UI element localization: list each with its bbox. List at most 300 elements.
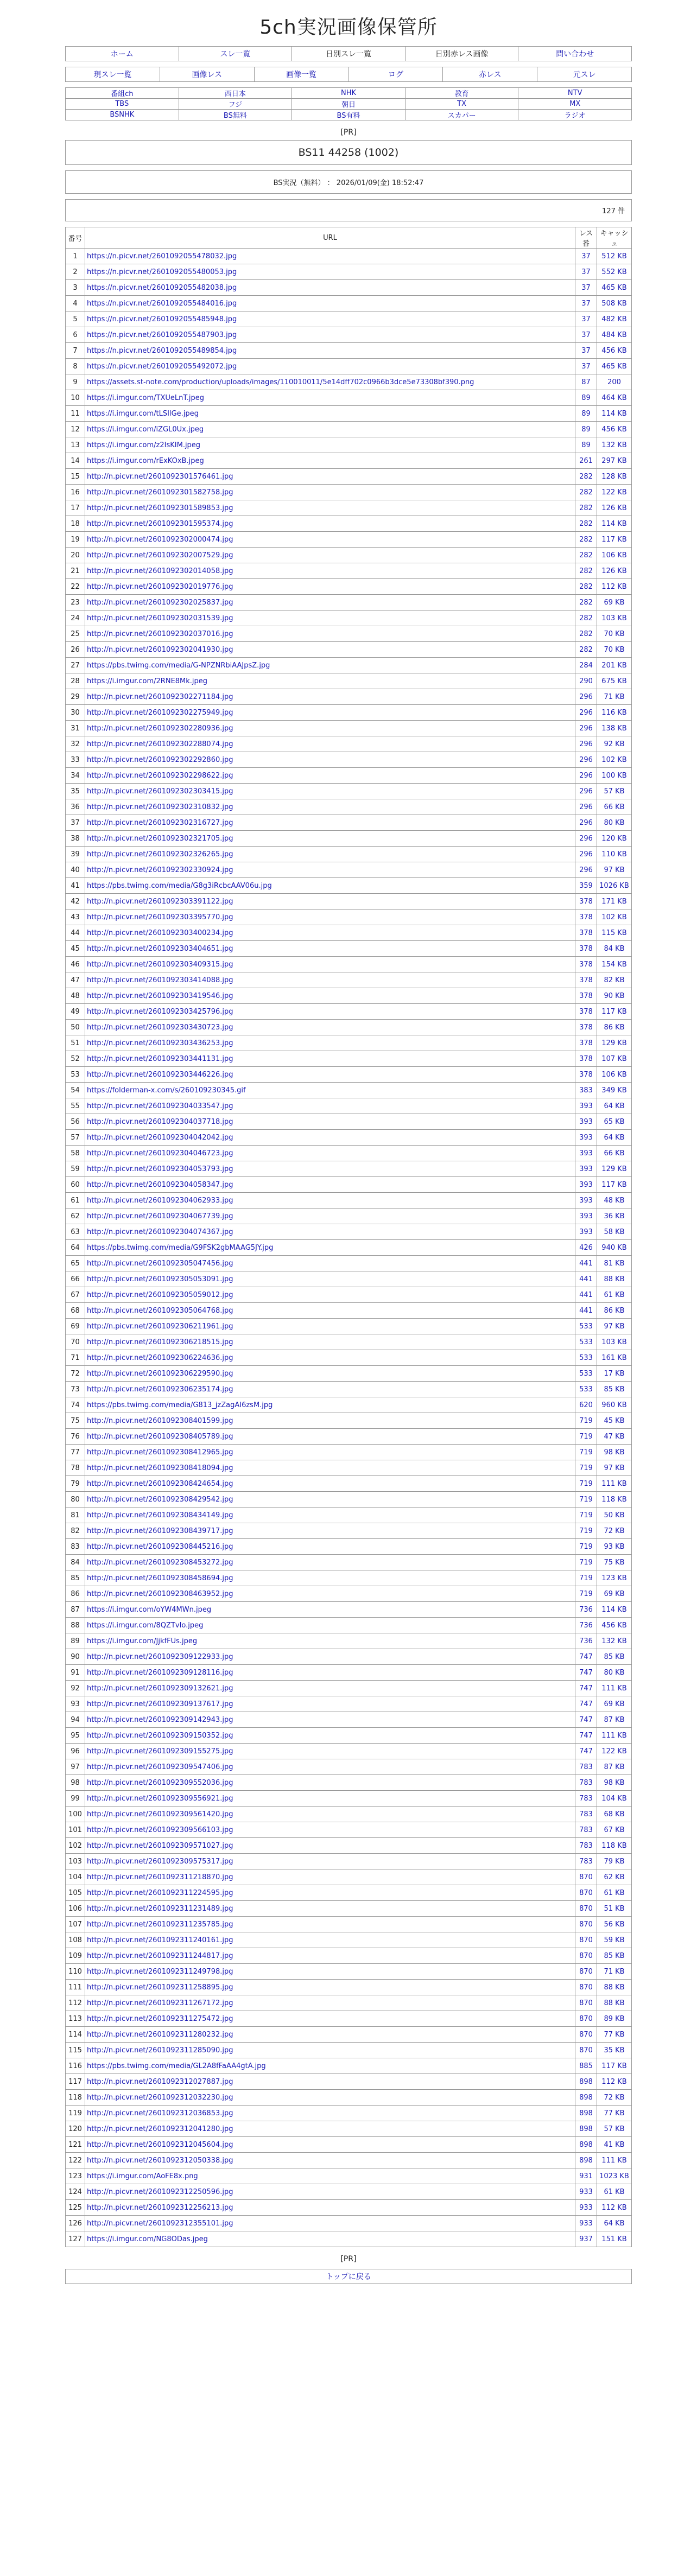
- image-url-link[interactable]: http://n.picvr.net/2601092311275472.jpg: [87, 2014, 233, 2023]
- image-url-link[interactable]: http://n.picvr.net/2601092309122933.jpg: [87, 1652, 233, 1661]
- channel-item[interactable]: [66, 110, 179, 120]
- res-number-link[interactable]: 870: [579, 1888, 593, 1897]
- cache-size-link[interactable]: 65 KB: [604, 1117, 625, 1126]
- cache-size[interactable]: [597, 768, 632, 784]
- cache-size[interactable]: [597, 1822, 632, 1838]
- cache-size[interactable]: [597, 1004, 632, 1020]
- image-url[interactable]: [85, 1051, 575, 1067]
- image-url-link[interactable]: http://n.picvr.net/2601092309552036.jpg: [87, 1778, 233, 1787]
- cache-size[interactable]: [597, 689, 632, 705]
- res-number-link[interactable]: 282: [579, 645, 593, 654]
- image-url-link[interactable]: http://n.picvr.net/2601092302288074.jpg: [87, 740, 233, 748]
- cache-size[interactable]: [597, 390, 632, 406]
- channel-item[interactable]: [292, 110, 405, 120]
- res-number-link[interactable]: 719: [579, 1511, 593, 1519]
- cache-size-link[interactable]: 116 KB: [601, 708, 627, 717]
- image-url[interactable]: [85, 1319, 575, 1334]
- res-number-link[interactable]: 441: [579, 1275, 593, 1283]
- image-url[interactable]: [85, 532, 575, 548]
- cache-size-link[interactable]: 88 KB: [604, 1275, 625, 1283]
- res-number-link[interactable]: 87: [581, 378, 591, 386]
- res-number[interactable]: [575, 327, 597, 343]
- cache-size-link[interactable]: 151 KB: [601, 2235, 627, 2243]
- res-number-link[interactable]: 296: [579, 708, 593, 717]
- res-number-link[interactable]: 37: [581, 346, 591, 355]
- image-url[interactable]: [85, 1570, 575, 1586]
- image-url[interactable]: [85, 847, 575, 862]
- res-number-link[interactable]: 783: [579, 1826, 593, 1834]
- res-number[interactable]: [575, 673, 597, 689]
- res-number-link[interactable]: 359: [579, 881, 593, 890]
- cache-size-link[interactable]: 57 KB: [604, 787, 625, 796]
- res-number-link[interactable]: 783: [579, 1810, 593, 1818]
- res-number[interactable]: [575, 311, 597, 327]
- res-number[interactable]: [575, 784, 597, 799]
- image-url-link[interactable]: http://n.picvr.net/2601092308429542.jpg: [87, 1495, 233, 1504]
- res-number-link[interactable]: 282: [579, 488, 593, 497]
- image-url-link[interactable]: http://n.picvr.net/2601092304062933.jpg: [87, 1196, 233, 1205]
- res-number[interactable]: [575, 847, 597, 862]
- res-number-link[interactable]: 719: [579, 1416, 593, 1425]
- res-number[interactable]: [575, 925, 597, 941]
- res-number[interactable]: [575, 1775, 597, 1791]
- cache-size-link[interactable]: 132 KB: [601, 1637, 627, 1645]
- res-number-link[interactable]: 747: [579, 1684, 593, 1693]
- cache-size-link[interactable]: 117 KB: [601, 1007, 627, 1016]
- cache-size[interactable]: [597, 1240, 632, 1256]
- res-number-link[interactable]: 261: [579, 456, 593, 465]
- cache-size[interactable]: [597, 1869, 632, 1885]
- image-url-link[interactable]: https://i.imgur.com/AoFE8x.png: [87, 2172, 198, 2180]
- res-number[interactable]: [575, 705, 597, 721]
- cache-size[interactable]: [597, 2137, 632, 2153]
- res-number-link[interactable]: 296: [579, 818, 593, 827]
- image-url-link[interactable]: http://n.picvr.net/2601092304074367.jpg: [87, 1227, 233, 1236]
- res-number[interactable]: [575, 2043, 597, 2058]
- cache-size[interactable]: [597, 878, 632, 894]
- channel-item[interactable]: [292, 88, 405, 99]
- cache-size[interactable]: [597, 1649, 632, 1665]
- res-number-link[interactable]: 736: [579, 1637, 593, 1645]
- cache-size-link[interactable]: 115 KB: [601, 928, 627, 937]
- image-url[interactable]: [85, 1397, 575, 1413]
- res-number[interactable]: [575, 453, 597, 469]
- res-number-link[interactable]: 719: [579, 1574, 593, 1582]
- res-number-link[interactable]: 719: [579, 1558, 593, 1567]
- image-url[interactable]: [85, 815, 575, 831]
- image-url[interactable]: [85, 2027, 575, 2043]
- image-url-link[interactable]: http://n.picvr.net/2601092303419546.jpg: [87, 991, 233, 1000]
- image-url[interactable]: [85, 1240, 575, 1256]
- image-url-link[interactable]: https://i.imgur.com/iZGL0Ux.jpeg: [87, 425, 204, 434]
- cache-size[interactable]: [597, 752, 632, 768]
- image-url-link[interactable]: http://n.picvr.net/2601092308458694.jpg: [87, 1574, 233, 1582]
- image-url-link[interactable]: http://n.picvr.net/2601092311285090.jpg: [87, 2046, 233, 2055]
- res-number-link[interactable]: 37: [581, 268, 591, 276]
- cache-size[interactable]: [597, 957, 632, 972]
- res-number[interactable]: [575, 2153, 597, 2168]
- res-number[interactable]: [575, 2074, 597, 2090]
- cache-size-link[interactable]: 88 KB: [604, 1999, 625, 2007]
- image-url[interactable]: [85, 2153, 575, 2168]
- res-number[interactable]: [575, 1334, 597, 1350]
- image-url[interactable]: [85, 1948, 575, 1964]
- image-url-link[interactable]: http://n.picvr.net/2601092309142943.jpg: [87, 1715, 233, 1724]
- image-url[interactable]: [85, 1744, 575, 1759]
- res-number[interactable]: [575, 1492, 597, 1508]
- image-url-link[interactable]: http://n.picvr.net/2601092304067739.jpg: [87, 1212, 233, 1220]
- image-url[interactable]: [85, 1130, 575, 1146]
- image-url[interactable]: [85, 469, 575, 485]
- res-number-link[interactable]: 378: [579, 1007, 593, 1016]
- res-number-link[interactable]: 284: [579, 661, 593, 670]
- cache-size-link[interactable]: 64 KB: [604, 1133, 625, 1142]
- image-url-link[interactable]: http://n.picvr.net/2601092302014058.jpg: [87, 567, 233, 575]
- cache-size[interactable]: [597, 1350, 632, 1366]
- cache-size[interactable]: [597, 406, 632, 422]
- cache-size-link[interactable]: 79 KB: [604, 1857, 625, 1866]
- cache-size[interactable]: [597, 296, 632, 311]
- channel-link[interactable]: 番組ch: [111, 90, 134, 98]
- cache-size-link[interactable]: 70 KB: [604, 645, 625, 654]
- res-number-link[interactable]: 747: [579, 1668, 593, 1677]
- image-url-link[interactable]: http://n.picvr.net/2601092302041930.jpg: [87, 645, 233, 654]
- channel-link[interactable]: BS有料: [337, 112, 360, 120]
- res-number[interactable]: [575, 516, 597, 532]
- cache-size-link[interactable]: 45 KB: [604, 1416, 625, 1425]
- image-url-link[interactable]: http://n.picvr.net/2601092309575317.jpg: [87, 1857, 233, 1866]
- res-number-link[interactable]: 441: [579, 1290, 593, 1299]
- res-number[interactable]: [575, 878, 597, 894]
- image-url[interactable]: [85, 626, 575, 642]
- image-url-link[interactable]: https://i.imgur.com/TXUeLnT.jpeg: [87, 393, 205, 402]
- image-url-link[interactable]: http://n.picvr.net/2601092308445216.jpg: [87, 1542, 233, 1551]
- image-url-link[interactable]: http://n.picvr.net/2601092302303415.jpg: [87, 787, 233, 796]
- cache-size-link[interactable]: 201 KB: [601, 661, 627, 670]
- res-number-link[interactable]: 898: [579, 2077, 593, 2086]
- cache-size-link[interactable]: 122 KB: [601, 488, 627, 497]
- cache-size[interactable]: [597, 532, 632, 548]
- res-number-link[interactable]: 296: [579, 866, 593, 874]
- cache-size-link[interactable]: 36 KB: [604, 1212, 625, 1220]
- cache-size-link[interactable]: 107 KB: [601, 1054, 627, 1063]
- res-number[interactable]: [575, 1161, 597, 1177]
- nav-link[interactable]: スレ一覧: [220, 50, 251, 59]
- cache-size-link[interactable]: 90 KB: [604, 991, 625, 1000]
- image-url-link[interactable]: http://n.picvr.net/2601092303404651.jpg: [87, 944, 233, 953]
- res-number[interactable]: [575, 1570, 597, 1586]
- cache-size[interactable]: [597, 563, 632, 579]
- res-number[interactable]: [575, 768, 597, 784]
- image-url[interactable]: [85, 1995, 575, 2011]
- cache-size[interactable]: [597, 1555, 632, 1570]
- cache-size[interactable]: [597, 485, 632, 500]
- image-url[interactable]: [85, 1067, 575, 1083]
- image-url[interactable]: [85, 1555, 575, 1570]
- res-number-link[interactable]: 937: [579, 2235, 593, 2243]
- res-number-link[interactable]: 296: [579, 787, 593, 796]
- res-number[interactable]: [575, 1350, 597, 1366]
- res-number[interactable]: [575, 343, 597, 359]
- res-number-link[interactable]: 870: [579, 1873, 593, 1881]
- cache-size-link[interactable]: 126 KB: [601, 504, 627, 512]
- res-number-link[interactable]: 747: [579, 1715, 593, 1724]
- cache-size-link[interactable]: 85 KB: [604, 1951, 625, 1960]
- image-url-link[interactable]: http://n.picvr.net/2601092309155275.jpg: [87, 1747, 233, 1756]
- res-number[interactable]: [575, 689, 597, 705]
- cache-size-link[interactable]: 89 KB: [604, 2014, 625, 2023]
- res-number[interactable]: [575, 1838, 597, 1854]
- res-number[interactable]: [575, 532, 597, 548]
- cache-size-link[interactable]: 50 KB: [604, 1511, 625, 1519]
- image-url-link[interactable]: http://n.picvr.net/2601092301589853.jpg: [87, 504, 233, 512]
- res-number[interactable]: [575, 1759, 597, 1775]
- res-number-link[interactable]: 37: [581, 252, 591, 260]
- image-url[interactable]: [85, 752, 575, 768]
- cache-size-link[interactable]: 114 KB: [601, 519, 627, 528]
- res-number[interactable]: [575, 1413, 597, 1429]
- channel-item[interactable]: [405, 110, 518, 120]
- res-number[interactable]: [575, 1366, 597, 1382]
- res-number[interactable]: [575, 548, 597, 563]
- channel-link[interactable]: MX: [569, 100, 581, 108]
- image-url[interactable]: [85, 784, 575, 799]
- res-number-link[interactable]: 933: [579, 2203, 593, 2212]
- res-number-link[interactable]: 296: [579, 803, 593, 811]
- cache-size-link[interactable]: 97 KB: [604, 1322, 625, 1331]
- res-number-link[interactable]: 393: [579, 1133, 593, 1142]
- res-number[interactable]: [575, 1523, 597, 1539]
- res-number[interactable]: [575, 2216, 597, 2231]
- res-number-link[interactable]: 870: [579, 2014, 593, 2023]
- res-number-link[interactable]: 393: [579, 1165, 593, 1173]
- res-number[interactable]: [575, 1083, 597, 1098]
- cache-size-link[interactable]: 111 KB: [601, 1731, 627, 1740]
- image-url-link[interactable]: https://i.imgur.com/2RNE8Mk.jpeg: [87, 677, 208, 685]
- image-url-link[interactable]: https://n.picvr.net/2601092055482038.jpg: [87, 283, 237, 292]
- res-number[interactable]: [575, 406, 597, 422]
- cache-size-link[interactable]: 110 KB: [601, 850, 627, 858]
- cache-size[interactable]: [597, 2231, 632, 2247]
- image-url[interactable]: [85, 1445, 575, 1460]
- image-url[interactable]: [85, 1098, 575, 1114]
- res-number[interactable]: [575, 296, 597, 311]
- res-number-link[interactable]: 378: [579, 991, 593, 1000]
- res-number[interactable]: [575, 1098, 597, 1114]
- res-number[interactable]: [575, 862, 597, 878]
- res-number[interactable]: [575, 1869, 597, 1885]
- image-url-link[interactable]: http://n.picvr.net/2601092305053091.jpg: [87, 1275, 233, 1283]
- image-url[interactable]: [85, 705, 575, 721]
- cache-size[interactable]: [597, 1209, 632, 1224]
- image-url-link[interactable]: https://n.picvr.net/2601092055492072.jpg: [87, 362, 237, 371]
- cache-size[interactable]: [597, 2058, 632, 2074]
- res-number-link[interactable]: 37: [581, 362, 591, 371]
- image-url-link[interactable]: http://n.picvr.net/2601092311267172.jpg: [87, 1999, 233, 2007]
- image-url[interactable]: [85, 1932, 575, 1948]
- res-number[interactable]: [575, 1681, 597, 1696]
- res-number[interactable]: [575, 1649, 597, 1665]
- cache-size[interactable]: [597, 1681, 632, 1696]
- res-number[interactable]: [575, 2200, 597, 2216]
- cache-size[interactable]: [597, 1791, 632, 1807]
- cache-size[interactable]: [597, 1775, 632, 1791]
- image-url-link[interactable]: http://n.picvr.net/2601092302271184.jpg: [87, 692, 233, 701]
- cache-size-link[interactable]: 77 KB: [604, 2030, 625, 2039]
- image-url[interactable]: [85, 1413, 575, 1429]
- image-url-link[interactable]: http://n.picvr.net/2601092304058347.jpg: [87, 1180, 233, 1189]
- image-url[interactable]: [85, 2168, 575, 2184]
- image-url-link[interactable]: http://n.picvr.net/2601092308412965.jpg: [87, 1448, 233, 1456]
- res-number-link[interactable]: 89: [581, 441, 591, 449]
- image-url-link[interactable]: http://n.picvr.net/2601092304046723.jpg: [87, 1149, 233, 1157]
- res-number[interactable]: [575, 909, 597, 925]
- cache-size-link[interactable]: 80 KB: [604, 818, 625, 827]
- res-number-link[interactable]: 393: [579, 1212, 593, 1220]
- nav-log[interactable]: [348, 67, 443, 82]
- cache-size[interactable]: [597, 2011, 632, 2027]
- res-number-link[interactable]: 933: [579, 2219, 593, 2228]
- channel-item[interactable]: [518, 110, 632, 120]
- image-url-link[interactable]: http://n.picvr.net/2601092312041280.jpg: [87, 2125, 233, 2133]
- image-url-link[interactable]: http://n.picvr.net/2601092308453272.jpg: [87, 1558, 233, 1567]
- res-number[interactable]: [575, 1209, 597, 1224]
- res-number-link[interactable]: 89: [581, 425, 591, 434]
- cache-size[interactable]: [597, 500, 632, 516]
- image-url-link[interactable]: http://n.picvr.net/2601092306229590.jpg: [87, 1369, 233, 1378]
- cache-size[interactable]: [597, 1382, 632, 1397]
- cache-size[interactable]: [597, 1728, 632, 1744]
- res-number-link[interactable]: 89: [581, 409, 591, 418]
- res-number[interactable]: [575, 1712, 597, 1728]
- image-url-link[interactable]: http://n.picvr.net/2601092306224636.jpg: [87, 1353, 233, 1362]
- res-number[interactable]: [575, 1665, 597, 1681]
- cache-size-link[interactable]: 102 KB: [601, 913, 627, 921]
- image-url-link[interactable]: http://n.picvr.net/2601092311218870.jpg: [87, 1873, 233, 1881]
- cache-size[interactable]: [597, 2216, 632, 2231]
- image-url-link[interactable]: http://n.picvr.net/2601092308439717.jpg: [87, 1526, 233, 1535]
- image-url-link[interactable]: http://n.picvr.net/2601092311224595.jpg: [87, 1888, 233, 1897]
- res-number[interactable]: [575, 2058, 597, 2074]
- res-number-link[interactable]: 747: [579, 1731, 593, 1740]
- cache-size[interactable]: [597, 1271, 632, 1287]
- image-url-link[interactable]: http://n.picvr.net/2601092312036853.jpg: [87, 2109, 233, 2117]
- image-url[interactable]: [85, 1712, 575, 1728]
- image-url-link[interactable]: https://i.imgur.com/oYW4MWn.jpeg: [87, 1605, 212, 1614]
- image-url-link[interactable]: https://pbs.twimg.com/media/GL2A8fFaAA4gtA.jpg: [87, 2062, 266, 2070]
- cache-size[interactable]: [597, 1083, 632, 1098]
- cache-size[interactable]: [597, 422, 632, 437]
- res-number[interactable]: [575, 1397, 597, 1413]
- cache-size[interactable]: [597, 2121, 632, 2137]
- cache-size-link[interactable]: 508 KB: [601, 299, 627, 308]
- cache-size[interactable]: [597, 249, 632, 264]
- res-number[interactable]: [575, 280, 597, 296]
- image-url-link[interactable]: http://n.picvr.net/2601092304037718.jpg: [87, 1117, 233, 1126]
- image-url[interactable]: [85, 957, 575, 972]
- cache-size[interactable]: [597, 516, 632, 532]
- cache-size[interactable]: [597, 1980, 632, 1995]
- cache-size[interactable]: [597, 988, 632, 1004]
- cache-size-link[interactable]: 117 KB: [601, 1180, 627, 1189]
- cache-size-link[interactable]: 118 KB: [601, 1495, 627, 1504]
- image-url[interactable]: [85, 1586, 575, 1602]
- res-number[interactable]: [575, 1114, 597, 1130]
- res-number-link[interactable]: 393: [579, 1196, 593, 1205]
- cache-size[interactable]: [597, 1744, 632, 1759]
- cache-size[interactable]: [597, 736, 632, 752]
- channel-link[interactable]: 西日本: [224, 90, 246, 98]
- res-number-link[interactable]: 870: [579, 1983, 593, 1992]
- image-url-link[interactable]: https://i.imgur.com/rExKOxB.jpeg: [87, 456, 204, 465]
- res-number-link[interactable]: 441: [579, 1306, 593, 1315]
- cache-size[interactable]: [597, 548, 632, 563]
- channel-item[interactable]: [66, 88, 179, 99]
- res-number[interactable]: [575, 422, 597, 437]
- image-url[interactable]: [85, 1964, 575, 1980]
- image-url[interactable]: [85, 673, 575, 689]
- nav-link[interactable]: 現スレ一覧: [93, 71, 132, 79]
- res-number[interactable]: [575, 2168, 597, 2184]
- image-url-link[interactable]: http://n.picvr.net/2601092309547406.jpg: [87, 1763, 233, 1771]
- image-url-link[interactable]: http://n.picvr.net/2601092312250596.jpg: [87, 2187, 233, 2196]
- image-url-link[interactable]: http://n.picvr.net/2601092303409315.jpg: [87, 960, 233, 969]
- nav-link[interactable]: ログ: [388, 71, 403, 79]
- cache-size[interactable]: [597, 1854, 632, 1869]
- image-url-link[interactable]: https://n.picvr.net/2601092055478032.jpg: [87, 252, 237, 260]
- cache-size[interactable]: [597, 2168, 632, 2184]
- res-number-link[interactable]: 533: [579, 1338, 593, 1346]
- res-number-link[interactable]: 282: [579, 472, 593, 481]
- image-url-link[interactable]: http://n.picvr.net/2601092308401599.jpg: [87, 1416, 233, 1425]
- res-number-link[interactable]: 870: [579, 1904, 593, 1913]
- cache-size[interactable]: [597, 469, 632, 485]
- image-url[interactable]: [85, 1822, 575, 1838]
- cache-size-link[interactable]: 87 KB: [604, 1763, 625, 1771]
- res-number-link[interactable]: 282: [579, 582, 593, 591]
- image-url[interactable]: [85, 1523, 575, 1539]
- channel-item[interactable]: [518, 88, 632, 99]
- res-number-link[interactable]: 783: [579, 1778, 593, 1787]
- image-url-link[interactable]: http://n.picvr.net/2601092302316727.jpg: [87, 818, 233, 827]
- image-url-link[interactable]: http://n.picvr.net/2601092311249798.jpg: [87, 1967, 233, 1976]
- cache-size[interactable]: [597, 327, 632, 343]
- cache-size-link[interactable]: 552 KB: [601, 268, 627, 276]
- image-url-link[interactable]: http://n.picvr.net/2601092303414088.jpg: [87, 976, 233, 984]
- cache-size[interactable]: [597, 2153, 632, 2168]
- res-number[interactable]: [575, 2231, 597, 2247]
- cache-size-link[interactable]: 86 KB: [604, 1023, 625, 1032]
- cache-size-link[interactable]: 126 KB: [601, 567, 627, 575]
- image-url[interactable]: [85, 799, 575, 815]
- cache-size-link[interactable]: 98 KB: [604, 1448, 625, 1456]
- image-url[interactable]: [85, 390, 575, 406]
- cache-size-link[interactable]: 117 KB: [601, 535, 627, 544]
- res-number-link[interactable]: 719: [579, 1589, 593, 1598]
- res-number-link[interactable]: 736: [579, 1605, 593, 1614]
- res-number[interactable]: [575, 1917, 597, 1932]
- cache-size[interactable]: [597, 784, 632, 799]
- image-url[interactable]: [85, 1161, 575, 1177]
- image-url[interactable]: [85, 453, 575, 469]
- image-url-link[interactable]: http://n.picvr.net/2601092302275949.jpg: [87, 708, 233, 717]
- cache-size[interactable]: [597, 1303, 632, 1319]
- cache-size[interactable]: [597, 1146, 632, 1161]
- image-url[interactable]: [85, 516, 575, 532]
- image-url-link[interactable]: https://assets.st-note.com/production/uploads/images/110010011/5e14dff702c0966b3dce5e73308bf390.png: [87, 378, 474, 386]
- cache-size-link[interactable]: 154 KB: [601, 960, 627, 969]
- image-url-link[interactable]: http://n.picvr.net/2601092303391122.jpg: [87, 897, 233, 906]
